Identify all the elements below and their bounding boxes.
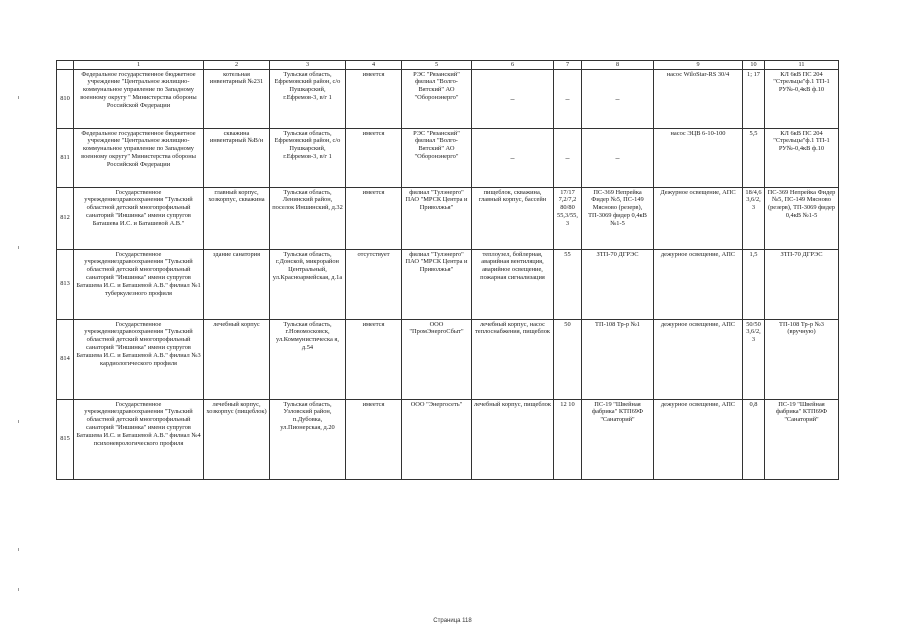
supplier-cell: ООО "Энергосеть" bbox=[402, 399, 472, 479]
row-number: 811 bbox=[57, 128, 74, 187]
organization-cell: Федеральное государственное бюджетное учреждение "Центральное жилищно-коммунальное управление по Западному военному округу " Министерства обороны Российской Федерации bbox=[74, 69, 204, 128]
header-cell-blank bbox=[57, 61, 74, 70]
power-cell: 50 bbox=[554, 319, 582, 399]
row-number: 813 bbox=[57, 249, 74, 319]
supplier-cell: филиал "Тулэнерго" ПАО "МРСК Центра и Приволжья" bbox=[402, 249, 472, 319]
header-cell: 1 bbox=[74, 61, 204, 70]
page-footer: Страница 118 bbox=[433, 618, 472, 624]
object-cell: котельная инвентарный №231 bbox=[204, 69, 270, 128]
header-cell: 4 bbox=[346, 61, 402, 70]
table-row bbox=[57, 69, 839, 128]
feeder-cell: ЗТП-70 ДГРЭС bbox=[582, 249, 654, 319]
equipment-cell: дежурное освещение, АПС bbox=[654, 399, 743, 479]
load-cell: 18/4,6 3,6/2,3 bbox=[743, 187, 765, 249]
availability-cell: имеется bbox=[346, 187, 402, 249]
power-cell: – bbox=[554, 69, 582, 128]
scan-speck bbox=[18, 246, 19, 249]
backup-feeder-cell: КЛ 6кВ ПС 204 "Стрельцы"ф.1 ТП-1 РУ№-0,4кВ ф.10 bbox=[765, 128, 839, 187]
load-cell: 5,5 bbox=[743, 128, 765, 187]
consumers-cell: лечебный корпус, насос теплоснабжения, пищеблок bbox=[472, 319, 554, 399]
object-cell: здание санатория bbox=[204, 249, 270, 319]
header-cell: 5 bbox=[402, 61, 472, 70]
address-cell: Тульская область, г.Донской, микрорайон Центральный, ул.Красноармейская, д.1а bbox=[270, 249, 346, 319]
organization-cell: Государственное учреждениездравоохранения "Тульский областной детский многопрофильный санаторий "Иншинка" имени супругов Баташева И.С. и Баташевой А.В." bbox=[74, 187, 204, 249]
consumers-cell: – bbox=[472, 69, 554, 128]
power-cell: – bbox=[554, 128, 582, 187]
table-row bbox=[57, 128, 839, 187]
scan-speck bbox=[18, 420, 19, 423]
supplier-cell: РЭС "Рязанский" филиал "Волго-Вятский" АО "Оборонэнерго" bbox=[402, 69, 472, 128]
header-cell: 9 bbox=[654, 61, 743, 70]
feeder-cell: ПС-369 Непрейка Фидер №5, ПС-149 Мясново (резерв), ТП-3069 фидер 0,4кВ №1-5 bbox=[582, 187, 654, 249]
feeder-cell: – bbox=[582, 69, 654, 128]
organization-cell: Государственное учреждениездравоохранения "Тульский областной детский многопрофильный санаторий "Иншинка" имени супругов Баташева И.С. и Баташевой А.В." филиал №1 туберкулезного профиля bbox=[74, 249, 204, 319]
object-cell: лечебный корпус, хозкорпус (пищеблок) bbox=[204, 399, 270, 479]
backup-feeder-cell: ПС-369 Непрейка Фидер №5, ПС-149 Мясново (резерв), ТП-3069 фидер 0,4кВ №1-5 bbox=[765, 187, 839, 249]
header-cell: 11 bbox=[765, 61, 839, 70]
feeder-cell: – bbox=[582, 128, 654, 187]
row-number: 812 bbox=[57, 187, 74, 249]
organization-cell: Федеральное государственное бюджетное учреждение "Центральное жилищно-коммунальное управление по Западному военному округу" Министерства обороны Российской Федерации bbox=[74, 128, 204, 187]
address-cell: Тульская область, Узловский район, п.Дубовка, ул.Пионерская, д.20 bbox=[270, 399, 346, 479]
availability-cell: имеется bbox=[346, 69, 402, 128]
equipment-cell: дежурное освещение, АПС bbox=[654, 249, 743, 319]
consumers-cell: – bbox=[472, 128, 554, 187]
equipment-cell: насос ЭЦВ 6-10-100 bbox=[654, 128, 743, 187]
table-row bbox=[57, 249, 839, 319]
consumers-cell: пищеблок, скважина, главный корпус, бассейн bbox=[472, 187, 554, 249]
equipment-cell: Дежурное освещение, АПС bbox=[654, 187, 743, 249]
header-row bbox=[57, 61, 839, 70]
availability-cell: имеется bbox=[346, 319, 402, 399]
header-cell: 2 bbox=[204, 61, 270, 70]
header-cell: 3 bbox=[270, 61, 346, 70]
feeder-cell: ТП-108 Тр-р №1 bbox=[582, 319, 654, 399]
load-cell: 0,8 bbox=[743, 399, 765, 479]
backup-feeder-cell: КЛ 6кВ ПС 204 "Стрельцы"ф.1 ТП-1 РУ№-0,4кВ ф.10 bbox=[765, 69, 839, 128]
object-cell: скважина инвентарный №В/н bbox=[204, 128, 270, 187]
registry-table bbox=[56, 60, 839, 480]
row-number: 814 bbox=[57, 319, 74, 399]
scan-speck bbox=[18, 548, 19, 551]
backup-feeder-cell: ТП-108 Тр-р №3 (вручную) bbox=[765, 319, 839, 399]
row-number: 810 bbox=[57, 69, 74, 128]
organization-cell: Государственное учреждениездравоохранения "Тульский областной детский многопрофильный санаторий "Иншинка" имени супругов Баташева И.С. и Баташевой А.В." филиал №3 кардиологического профиля bbox=[74, 319, 204, 399]
backup-feeder-cell: ПС-19 "Швейная фабрика" КТП69Ф "Санаторий" bbox=[765, 399, 839, 479]
header-cell: 8 bbox=[582, 61, 654, 70]
supplier-cell: РЭС "Рязанский" филиал "Волго-Вятский" АО "Оборонэнерго" bbox=[402, 128, 472, 187]
equipment-cell: дежурное освещение, АПС bbox=[654, 319, 743, 399]
scan-speck bbox=[18, 96, 19, 99]
address-cell: Тульская область, г.Новомосковск, ул.Коммунистическа я, д.54 bbox=[270, 319, 346, 399]
header-cell: 6 bbox=[472, 61, 554, 70]
consumers-cell: теплоузел, бойлерная, аварийная вентиляция, аварийное освещение, пожарная сигнализация bbox=[472, 249, 554, 319]
address-cell: Тульская область, Ефремовский район, с/о Пушкарский, г.Ефремов-3, в/г 1 bbox=[270, 69, 346, 128]
object-cell: главный корпус, хозкорпус, скважина bbox=[204, 187, 270, 249]
table-row bbox=[57, 187, 839, 249]
supplier-cell: ООО "ПромЭнергоСбыт" bbox=[402, 319, 472, 399]
load-cell: 1,5 bbox=[743, 249, 765, 319]
availability-cell: отсутствует bbox=[346, 249, 402, 319]
power-cell: 55 bbox=[554, 249, 582, 319]
equipment-cell: насос WiloStar-RS 30/4 bbox=[654, 69, 743, 128]
table-row bbox=[57, 399, 839, 479]
power-cell: 17/17 7,2/7,2 80/80 55,3/55,3 bbox=[554, 187, 582, 249]
header-cell: 10 bbox=[743, 61, 765, 70]
address-cell: Тульская область, Ленинский район, поселок Иншинский, д.32 bbox=[270, 187, 346, 249]
backup-feeder-cell: ЗТП-70 ДГРЭС bbox=[765, 249, 839, 319]
row-number: 815 bbox=[57, 399, 74, 479]
consumers-cell: лечебный корпус, пищеблок bbox=[472, 399, 554, 479]
scan-speck bbox=[18, 588, 19, 591]
table-row bbox=[57, 319, 839, 399]
power-cell: 12 10 bbox=[554, 399, 582, 479]
load-cell: 1; 17 bbox=[743, 69, 765, 128]
address-cell: Тульская область, Ефремовский район, с/о Пушкарский, г.Ефремов-3, в/г 1 bbox=[270, 128, 346, 187]
feeder-cell: ПС-19 "Швейная фабрика" КТП69Ф "Санаторий" bbox=[582, 399, 654, 479]
supplier-cell: филиал "Тулэнерго" ПАО "МРСК Центра и Приволжья" bbox=[402, 187, 472, 249]
object-cell: лечебный корпус bbox=[204, 319, 270, 399]
availability-cell: имеется bbox=[346, 128, 402, 187]
header-cell: 7 bbox=[554, 61, 582, 70]
load-cell: 50/50 3,6/2,3 bbox=[743, 319, 765, 399]
organization-cell: Государственное учреждениездравоохранения "Тульский областной детский многопрофильный санаторий "Иншинка" имени супругов Баташева И.С. и Баташевой А.В." филиал №4 психоневрологического профиля bbox=[74, 399, 204, 479]
availability-cell: имеется bbox=[346, 399, 402, 479]
